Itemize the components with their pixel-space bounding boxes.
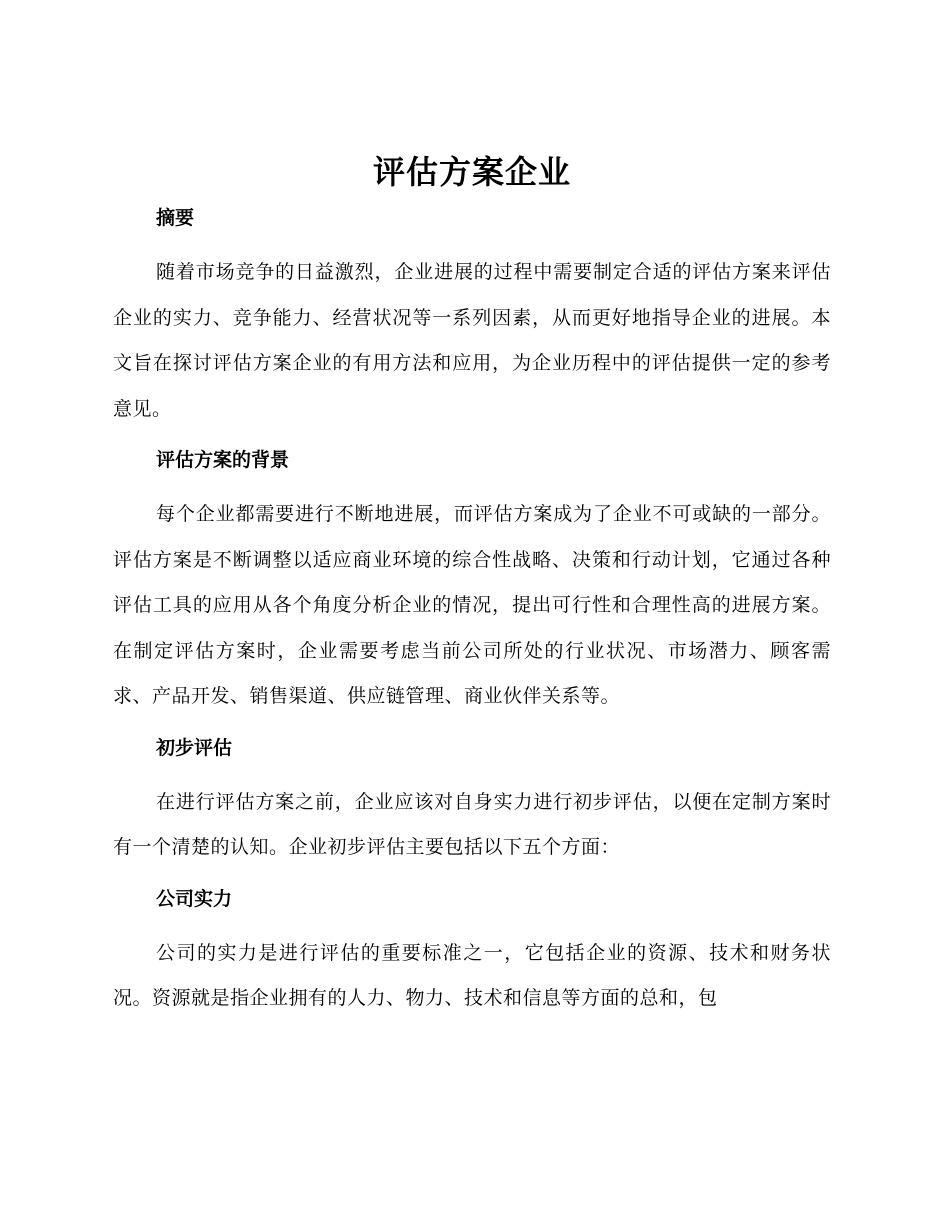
- document-page: [113, 148, 831, 1036]
- section-preliminary-assessment: [113, 734, 831, 871]
- section-paragraph: 每个企业都需要进行不断地进展，而评估方案成为了企业不可或缺的一部分。评估方案是不断调整以适应商业环境的综合性战略、决策和行动计划，它通过各种评估工具的应用从各个角度分析企业的情况，提出可行性和合理性高的进展方案。在制定评估方案时，企业需要考虑当前公司所处的行业状况、市场潜力、顾客需求、产品开发、销售渠道、供应链管理、商业伙伴关系等。: [113, 503, 831, 707]
- section-paragraph: 公司的实力是进行评估的重要标准之一，它包括企业的资源、技术和财务状况。资源就是指企业拥有的人力、物力、技术和信息等方面的总和，包: [113, 941, 831, 1009]
- section-background: [113, 446, 831, 720]
- section-heading: 摘要: [156, 207, 195, 229]
- section-heading: 评估方案的背景: [156, 449, 290, 471]
- section-abstract: [113, 204, 831, 432]
- section-paragraph: 随着市场竞争的日益激烈，企业进展的过程中需要制定合适的评估方案来评估企业的实力、竞争能力、经营状况等一系列因素，从而更好地指导企业的进展。本文旨在探讨评估方案企业的有用方法和应用，为企业历程中的评估提供一定的参考意见。: [113, 261, 831, 420]
- section-heading: 初步评估: [156, 736, 233, 759]
- section-company-strength: [113, 885, 831, 1022]
- section-heading: 公司实力: [156, 887, 233, 910]
- section-paragraph: 在进行评估方案之前，企业应该对自身实力进行初步评估，以便在定制方案时有一个清楚的认知。企业初步评估主要包括以下五个方面：: [113, 790, 831, 858]
- document-title: 评估方案企业: [372, 153, 571, 191]
